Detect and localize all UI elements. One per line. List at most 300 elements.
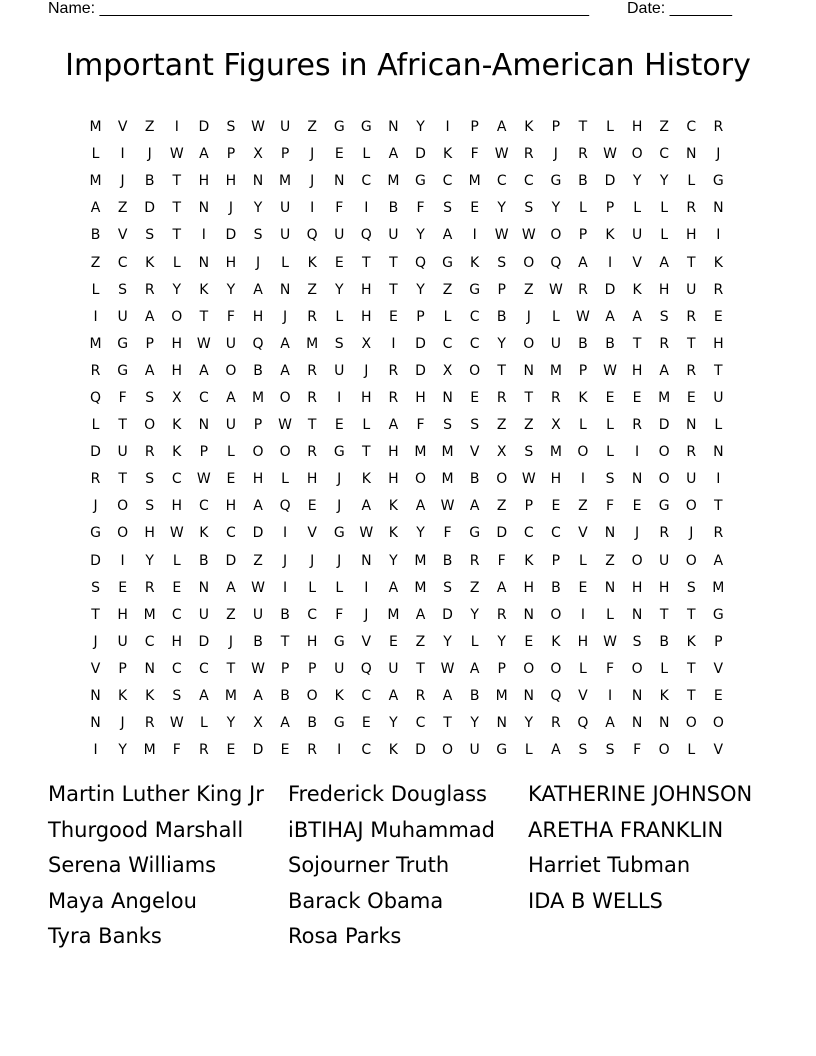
grid-letter: O: [306, 688, 318, 705]
grid-letter: O: [469, 362, 481, 379]
grid-letter: P: [470, 119, 479, 136]
grid-letter: C: [469, 335, 480, 352]
grid-letter: I: [445, 119, 450, 136]
grid-letter: N: [90, 688, 101, 705]
grid-letter: A: [280, 715, 290, 732]
grid-letter: Y: [497, 200, 506, 217]
grid-letter: K: [145, 254, 155, 271]
grid-letter: X: [253, 146, 263, 163]
grid-letter: I: [120, 146, 125, 163]
grid-letter: B: [659, 633, 669, 650]
date-field-label: Date: _______: [627, 0, 732, 17]
grid-letter: A: [144, 308, 155, 325]
grid-letter: P: [145, 335, 154, 352]
grid-letter: S: [524, 444, 534, 461]
grid-letter: T: [307, 417, 317, 434]
grid-letter: A: [659, 362, 669, 379]
grid-letter: Y: [551, 200, 561, 217]
grid-letter: X: [171, 389, 182, 406]
word-list-item: Rosa Parks: [288, 924, 402, 949]
grid-letter: A: [415, 606, 426, 623]
grid-letter: M: [414, 444, 427, 461]
grid-letter: Z: [659, 119, 669, 136]
grid-letter: Y: [497, 335, 506, 352]
grid-letter: E: [713, 308, 723, 325]
grid-letter: C: [442, 335, 453, 352]
grid-letter: L: [335, 579, 344, 596]
grid-letter: S: [632, 633, 642, 650]
grid-letter: U: [334, 362, 345, 379]
grid-letter: H: [361, 308, 372, 325]
grid-letter: U: [117, 444, 128, 461]
grid-letter: I: [283, 579, 288, 596]
grid-letter: J: [553, 146, 558, 163]
grid-letter: I: [310, 200, 315, 217]
grid-letter: K: [199, 281, 209, 298]
grid-letter: J: [120, 173, 125, 190]
grid-letter: G: [333, 715, 345, 732]
grid-letter: E: [361, 715, 371, 732]
grid-letter: I: [201, 227, 206, 244]
grid-letter: A: [199, 688, 209, 705]
grid-letter: W: [359, 525, 374, 542]
grid-letter: H: [658, 579, 670, 596]
grid-letter: S: [443, 417, 452, 434]
grid-letter: G: [333, 525, 345, 542]
grid-letter: C: [171, 660, 182, 677]
grid-letter: T: [172, 173, 182, 190]
grid-letter: L: [606, 417, 614, 434]
grid-letter: W: [603, 362, 617, 379]
grid-letter: G: [333, 633, 345, 650]
grid-letter: S: [145, 471, 155, 488]
grid-letter: E: [605, 389, 615, 406]
grid-letter: K: [524, 119, 534, 136]
grid-letter: L: [579, 200, 587, 217]
grid-letter: X: [442, 362, 453, 379]
grid-letter: A: [361, 498, 372, 515]
grid-letter: C: [550, 525, 561, 542]
grid-letter: B: [442, 552, 453, 569]
grid-letter: T: [91, 606, 100, 623]
grid-letter: K: [388, 498, 398, 515]
grid-letter: H: [306, 471, 318, 488]
grid-row: [82, 629, 732, 656]
grid-letter: I: [391, 335, 396, 352]
grid-letter: W: [603, 633, 617, 650]
grid-letter: E: [470, 389, 480, 406]
grid-letter: Q: [577, 715, 589, 732]
grid-letter: L: [91, 281, 100, 298]
grid-letter: D: [496, 525, 508, 542]
grid-letter: E: [686, 389, 696, 406]
grid-letter: O: [523, 660, 535, 677]
grid-letter: T: [497, 362, 506, 379]
grid-letter: L: [91, 417, 100, 434]
grid-letter: H: [550, 471, 562, 488]
grid-letter: G: [117, 335, 129, 352]
grid-row: [82, 385, 732, 412]
grid-letter: T: [362, 444, 371, 461]
grid-letter: Z: [415, 633, 426, 650]
grid-letter: I: [120, 552, 125, 569]
grid-letter: Q: [550, 254, 562, 271]
grid-letter: Y: [334, 281, 344, 298]
grid-letter: A: [713, 552, 724, 569]
grid-letter: N: [198, 254, 210, 271]
grid-row: [82, 439, 732, 466]
page-title: Important Figures in African-American History: [65, 48, 751, 83]
grid-letter: E: [226, 742, 236, 759]
grid-row: [82, 168, 732, 195]
grid-letter: M: [306, 335, 319, 352]
grid-letter: R: [307, 362, 318, 379]
grid-letter: N: [90, 715, 101, 732]
grid-letter: W: [169, 146, 184, 163]
grid-letter: H: [658, 281, 670, 298]
grid-letter: M: [251, 389, 265, 406]
grid-letter: M: [387, 173, 400, 190]
grid-letter: A: [551, 742, 561, 759]
grid-letter: M: [549, 362, 562, 379]
grid-letter: K: [172, 444, 182, 461]
grid-row: [82, 331, 732, 358]
grid-letter: K: [442, 146, 453, 163]
grid-letter: T: [714, 498, 723, 515]
grid-letter: A: [226, 389, 236, 406]
grid-letter: G: [658, 498, 670, 515]
grid-letter: H: [523, 579, 535, 596]
grid-letter: N: [442, 389, 453, 406]
grid-letter: Y: [659, 173, 669, 190]
grid-letter: P: [551, 119, 561, 136]
grid-letter: B: [496, 308, 507, 325]
grid-letter: P: [280, 660, 290, 677]
grid-letter: W: [196, 335, 211, 352]
grid-letter: G: [90, 525, 101, 542]
grid-letter: W: [169, 715, 184, 732]
grid-letter: S: [91, 579, 100, 596]
grid-letter: K: [307, 254, 317, 271]
grid-letter: S: [145, 389, 155, 406]
grid-letter: N: [361, 552, 372, 569]
grid-letter: R: [307, 742, 318, 759]
grid-letter: Y: [416, 525, 425, 542]
grid-letter: L: [362, 146, 371, 163]
grid-letter: L: [172, 254, 181, 271]
grid-letter: M: [658, 389, 671, 406]
grid-letter: G: [415, 173, 426, 190]
grid-row: [82, 114, 732, 141]
grid-letter: D: [604, 173, 616, 190]
word-list-column: [528, 777, 768, 919]
grid-letter: J: [310, 173, 315, 190]
grid-letter: I: [635, 444, 640, 461]
grid-letter: I: [607, 254, 613, 271]
grid-letter: Z: [442, 281, 453, 298]
grid-letter: Y: [524, 715, 534, 732]
grid-letter: K: [470, 254, 480, 271]
grid-letter: N: [713, 200, 724, 217]
word-search-grid: [82, 114, 732, 764]
grid-letter: A: [442, 227, 453, 244]
grid-letter: C: [442, 173, 453, 190]
grid-letter: U: [117, 308, 128, 325]
grid-letter: P: [605, 200, 615, 217]
grid-letter: N: [198, 579, 210, 596]
grid-letter: O: [225, 362, 237, 379]
grid-letter: U: [225, 417, 237, 434]
grid-letter: A: [90, 200, 101, 217]
grid-letter: N: [686, 146, 697, 163]
grid-letter: Z: [90, 254, 101, 271]
grid-letter: K: [118, 688, 128, 705]
grid-letter: T: [686, 660, 696, 677]
grid-letter: N: [686, 417, 697, 434]
grid-letter: T: [416, 660, 425, 677]
grid-letter: A: [388, 417, 399, 434]
grid-letter: R: [713, 525, 724, 542]
grid-row: [82, 358, 732, 385]
grid-letter: D: [90, 552, 101, 569]
grid-letter: N: [252, 173, 264, 190]
grid-letter: X: [496, 444, 507, 461]
grid-letter: C: [226, 525, 236, 542]
grid-letter: T: [280, 633, 290, 650]
grid-letter: Y: [172, 281, 182, 298]
grid-letter: E: [713, 688, 723, 705]
grid-letter: H: [171, 633, 183, 650]
grid-letter: L: [660, 200, 669, 217]
grid-letter: G: [333, 119, 345, 136]
grid-letter: J: [364, 606, 369, 623]
grid-letter: P: [497, 281, 506, 298]
grid-letter: M: [414, 579, 427, 596]
grid-letter: C: [361, 173, 372, 190]
grid-letter: L: [687, 742, 696, 759]
grid-letter: I: [337, 742, 342, 759]
grid-row: [82, 249, 732, 276]
grid-letter: K: [145, 688, 155, 705]
grid-letter: Q: [279, 498, 291, 515]
grid-letter: B: [253, 633, 263, 650]
word-list-item: Serena Williams: [48, 853, 217, 878]
grid-letter: L: [470, 633, 479, 650]
grid-letter: S: [118, 281, 128, 298]
grid-row: [82, 466, 732, 493]
grid-letter: D: [415, 742, 426, 759]
grid-letter: A: [469, 660, 480, 677]
grid-letter: W: [494, 227, 509, 244]
grid-letter: M: [143, 742, 156, 759]
word-list-column: [48, 777, 288, 955]
grid-letter: H: [388, 444, 399, 461]
grid-letter: T: [686, 335, 696, 352]
grid-letter: W: [251, 660, 265, 677]
grid-letter: U: [225, 335, 237, 352]
grid-row: [82, 493, 732, 520]
grid-letter: N: [631, 606, 643, 623]
grid-letter: K: [605, 227, 615, 244]
grid-letter: O: [171, 308, 183, 325]
grid-letter: U: [659, 552, 670, 569]
grid-letter: T: [199, 308, 209, 325]
grid-letter: H: [171, 362, 183, 379]
grid-letter: O: [658, 444, 670, 461]
grid-letter: L: [443, 308, 452, 325]
grid-letter: D: [252, 742, 264, 759]
grid-letter: R: [388, 362, 399, 379]
grid-letter: P: [307, 660, 317, 677]
grid-letter: B: [469, 688, 480, 705]
grid-letter: S: [578, 742, 588, 759]
grid-letter: M: [468, 173, 481, 190]
grid-letter: K: [713, 254, 723, 271]
grid-letter: O: [685, 715, 697, 732]
grid-letter: M: [279, 173, 292, 190]
grid-letter: D: [225, 552, 237, 569]
grid-letter: A: [388, 688, 399, 705]
grid-row: [82, 195, 732, 222]
grid-letter: T: [686, 606, 696, 623]
grid-letter: K: [524, 552, 534, 569]
word-list-item: Harriet Tubman: [528, 853, 691, 878]
grid-letter: A: [388, 146, 399, 163]
grid-row: [82, 737, 732, 764]
grid-letter: H: [171, 335, 183, 352]
grid-letter: A: [496, 579, 507, 596]
grid-letter: H: [171, 498, 183, 515]
grid-letter: O: [144, 417, 156, 434]
grid-letter: Y: [226, 281, 236, 298]
grid-letter: Y: [389, 715, 398, 732]
header: [48, 0, 740, 20]
grid-letter: T: [226, 660, 236, 677]
grid-letter: S: [253, 227, 263, 244]
grid-letter: K: [199, 525, 209, 542]
grid-letter: T: [389, 254, 398, 271]
grid-letter: R: [469, 552, 480, 569]
grid-letter: F: [416, 200, 425, 217]
grid-letter: O: [631, 146, 643, 163]
grid-letter: B: [253, 362, 263, 379]
grid-letter: N: [198, 417, 210, 434]
grid-row: [82, 602, 732, 629]
grid-letter: B: [578, 335, 588, 352]
grid-letter: H: [577, 633, 589, 650]
grid-letter: P: [280, 146, 290, 163]
word-list-item: Martin Luther King Jr: [48, 782, 264, 806]
grid-letter: U: [388, 660, 399, 677]
grid-letter: L: [714, 417, 723, 434]
grid-letter: P: [416, 308, 425, 325]
grid-letter: S: [172, 688, 182, 705]
word-list-item: IDA B WELLS: [528, 888, 663, 913]
grid-letter: M: [441, 471, 454, 488]
grid-letter: R: [496, 389, 507, 406]
grid-letter: Z: [253, 552, 263, 569]
grid-letter: D: [198, 119, 210, 136]
grid-letter: Z: [307, 281, 317, 298]
grid-letter: F: [633, 742, 642, 759]
grid-letter: T: [362, 254, 371, 271]
grid-letter: I: [472, 227, 477, 244]
grid-letter: Y: [389, 552, 398, 569]
grid-letter: E: [388, 308, 398, 325]
grid-letter: R: [659, 525, 670, 542]
grid-letter: J: [310, 146, 315, 163]
grid-letter: X: [361, 335, 372, 352]
grid-letter: A: [280, 335, 290, 352]
grid-letter: N: [604, 525, 616, 542]
grid-letter: Q: [252, 335, 264, 352]
grid-letter: N: [713, 444, 724, 461]
grid-letter: T: [714, 362, 723, 379]
grid-letter: E: [334, 146, 344, 163]
grid-letter: Y: [226, 715, 236, 732]
grid-letter: M: [143, 606, 156, 623]
grid-letter: B: [469, 471, 480, 488]
grid-letter: Q: [306, 227, 318, 244]
grid-letter: A: [632, 308, 642, 325]
grid-letter: U: [631, 227, 643, 244]
grid-letter: R: [686, 444, 697, 461]
grid-letter: R: [144, 579, 155, 596]
grid-letter: N: [334, 173, 345, 190]
grid-letter: W: [494, 146, 509, 163]
grid-letter: Y: [118, 742, 127, 759]
grid-letter: U: [279, 227, 291, 244]
name-field-label: Name: _______________________________________________________: [48, 0, 589, 17]
grid-letter: F: [118, 389, 127, 406]
grid-letter: J: [337, 471, 342, 488]
grid-letter: Q: [360, 227, 372, 244]
grid-letter: T: [524, 389, 534, 406]
grid-letter: O: [658, 742, 670, 759]
grid-letter: N: [631, 715, 643, 732]
grid-letter: C: [469, 308, 480, 325]
grid-letter: L: [633, 200, 641, 217]
grid-letter: V: [713, 742, 724, 759]
grid-letter: D: [90, 444, 101, 461]
grid-letter: O: [414, 471, 426, 488]
grid-letter: S: [497, 254, 507, 271]
grid-letter: C: [307, 606, 318, 623]
grid-letter: S: [226, 119, 236, 136]
grid-letter: Q: [550, 688, 562, 705]
grid-row: [82, 277, 732, 304]
grid-letter: H: [252, 308, 264, 325]
grid-letter: S: [443, 200, 452, 217]
grid-letter: A: [415, 498, 426, 515]
grid-letter: B: [199, 552, 209, 569]
grid-letter: J: [147, 146, 152, 163]
grid-letter: I: [337, 389, 342, 406]
grid-letter: G: [496, 742, 508, 759]
grid-letter: V: [713, 660, 724, 677]
grid-letter: U: [117, 633, 128, 650]
grid-letter: P: [497, 660, 506, 677]
grid-letter: L: [606, 119, 614, 136]
grid-letter: N: [523, 688, 535, 705]
grid-letter: R: [578, 146, 588, 163]
grid-letter: F: [335, 200, 344, 217]
grid-letter: H: [144, 525, 155, 542]
grid-letter: D: [225, 227, 237, 244]
grid-letter: M: [495, 688, 508, 705]
grid-letter: E: [388, 633, 398, 650]
grid-letter: J: [716, 146, 721, 163]
